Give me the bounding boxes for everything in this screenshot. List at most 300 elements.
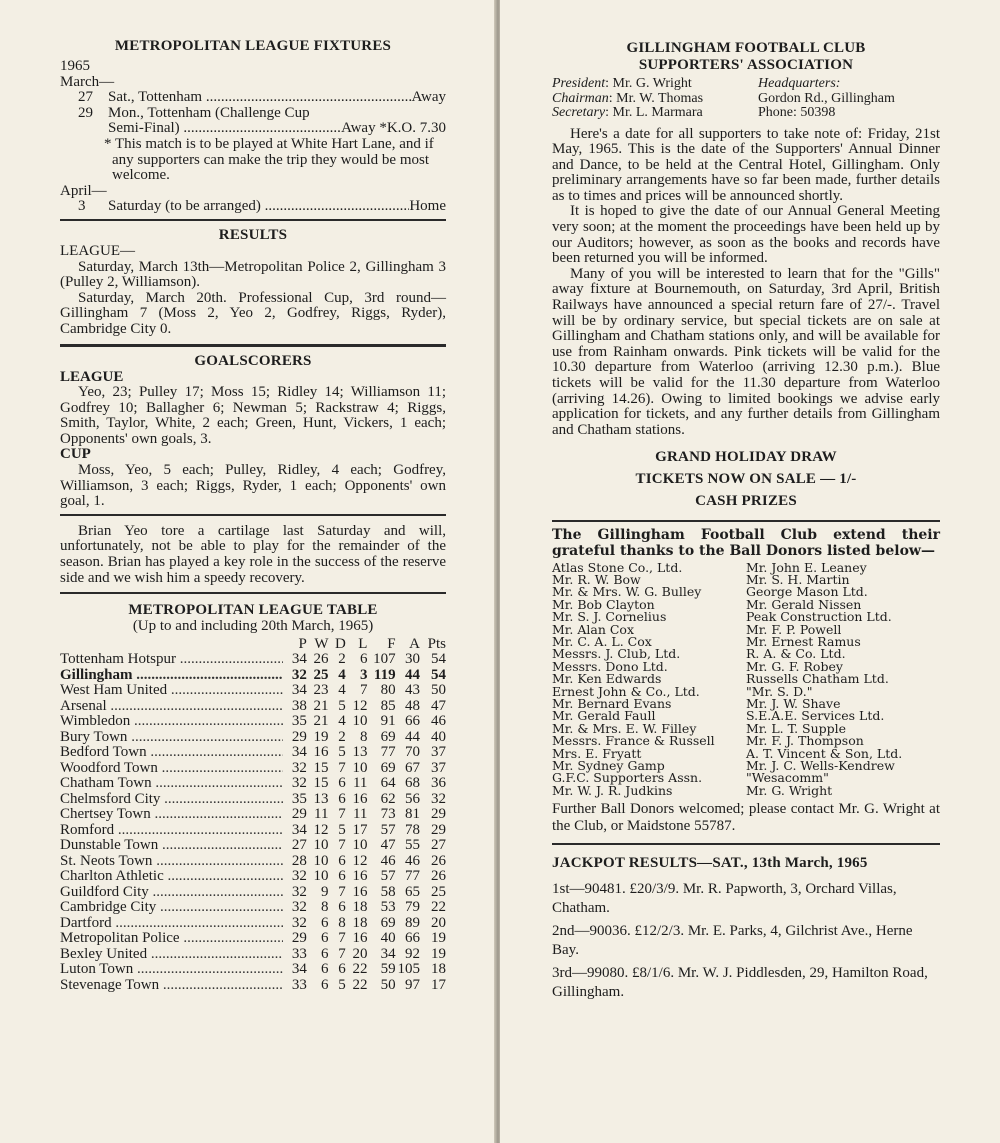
- leader-dots: [167, 683, 283, 698]
- stat-cell: 32: [291, 666, 307, 683]
- fixtures-year: 1965: [60, 58, 90, 74]
- team-name-text: Tottenham Hotspur: [60, 652, 177, 668]
- stat-cell: 64: [380, 775, 396, 792]
- stat-cell: 69: [380, 759, 396, 776]
- donor-item: Mr. John E. Leaney: [746, 559, 867, 575]
- stat-cell: 26: [431, 852, 446, 869]
- stat-cell: 12: [352, 697, 368, 714]
- fixture-venue: Away *K.O. 7.30: [341, 120, 446, 137]
- team-name: [60, 838, 283, 854]
- table-row: [60, 730, 446, 746]
- stat-cell: 119: [373, 666, 396, 683]
- travel-paragraph: Many of you will be interested to learn that for the "Gills" away fixture at Bournemouth, on Saturday, 3rd April, British Railways have announced a special return fare of 27/-. Travel will be by ordinary service, but special tickets are on sale at Gillingham and Chatham stations only, and will be available for use from Rainham onwards. Pink tickets will be valid for the 10.30 departure from Waterloo (arriving 12.30 p.m.). Blue tickets will be valid for the 11.30 departure from Waterloo (arriving 14.26). Owing to limited bookings we advise early application for tickets, and any further details from Gillingham and Chatham stations.: [552, 265, 940, 438]
- divider: [60, 514, 446, 516]
- stat-cell: 56: [404, 790, 420, 807]
- team-name-text: Dunstable Town: [60, 838, 159, 854]
- donor-item: "Wesacomm": [746, 770, 829, 786]
- jackpot-title: JACKPOT RESULTS—SAT., 13th March, 1965: [552, 855, 868, 872]
- team-name-text: Stevenage Town: [60, 977, 160, 993]
- jackpot-1: 1st—90481. £20/3/9. Mr. R. Papworth, 3, Orchard Villas, Chatham.: [552, 881, 897, 917]
- team-name-text: Metropolitan Police: [60, 931, 180, 947]
- table-row: [60, 683, 446, 699]
- goalscorers-title: GOALSCORERS: [194, 352, 312, 369]
- table-row: [60, 900, 446, 916]
- hq-address: Gordon Rd., Gillingham: [758, 90, 895, 106]
- stat-cell: 32: [291, 775, 307, 792]
- table-row: [60, 761, 446, 777]
- donor-item: Mr. Gerald Nissen: [746, 596, 862, 612]
- donors-intro: The Gillingham Football Club extend their grateful thanks to the Ball Donors listed below—: [552, 527, 940, 559]
- leader-dots: [151, 807, 283, 822]
- stat-cell: 4: [338, 666, 346, 683]
- stat-cell: 7: [338, 837, 346, 854]
- stat-cell: 15: [313, 775, 329, 792]
- stat-cell: 21: [313, 713, 329, 730]
- stat-cell: 16: [352, 790, 368, 807]
- leader-dots: [158, 761, 283, 776]
- donor-item: Mr. Ernest Ramus: [746, 634, 861, 649]
- stat-cell: 17: [431, 976, 446, 993]
- stat-cell: 70: [404, 744, 420, 761]
- draw-prizes: CASH PRIZES: [695, 493, 797, 510]
- stat-cell: 6: [338, 790, 346, 807]
- team-name-text: Chelmsford City: [60, 791, 161, 807]
- donors-list: [552, 559, 940, 798]
- fixture-text: Saturday (to be arranged): [108, 199, 261, 215]
- stat-cell: 10: [352, 713, 368, 730]
- president-label: President: [552, 76, 606, 91]
- donor-item: Mr. Ken Edwards: [552, 671, 662, 687]
- leader-dots: [147, 745, 283, 760]
- draw-tickets: TICKETS NOW ON SALE — 1/-: [635, 471, 857, 488]
- association-title: SUPPORTERS' ASSOCIATION: [638, 57, 854, 73]
- stat-cell: 53: [380, 899, 396, 916]
- stat-cell: 66: [404, 930, 420, 947]
- divider: [552, 520, 940, 522]
- table-row: [60, 916, 446, 932]
- stat-cell: 7: [338, 883, 346, 900]
- donor-item: Mr. S. H. Martin: [746, 571, 850, 587]
- stat-cell: 57: [380, 868, 396, 885]
- donor-item: Mr. F. J. Thompson: [746, 733, 864, 749]
- results-title: RESULTS: [218, 226, 288, 243]
- stat-cell: 29: [291, 930, 307, 947]
- fixture-row-2: [60, 106, 446, 122]
- hq-colon: :: [835, 76, 841, 91]
- stat-cell: 11: [352, 806, 368, 823]
- fixture-row-1: [60, 90, 446, 106]
- team-name: [60, 807, 283, 823]
- stat-cell: 16: [352, 868, 368, 885]
- team-name: [60, 823, 283, 839]
- table-row: [60, 885, 446, 901]
- donor-item: Mr. L. T. Supple: [746, 720, 847, 736]
- stat-cell: 34: [291, 821, 307, 838]
- donor-item: R. A. & Co. Ltd.: [746, 646, 846, 662]
- stat-cell: 13: [313, 790, 329, 807]
- stat-cell: 6: [320, 914, 329, 931]
- stat-cell: 44: [404, 666, 420, 683]
- team-name: [60, 854, 283, 870]
- stat-cell: 78: [404, 821, 420, 838]
- donor-item: Messrs. J. Club, Ltd.: [552, 646, 681, 662]
- stat-cell: 77: [404, 868, 420, 885]
- leader-dots: [152, 854, 283, 869]
- team-name: [60, 652, 283, 668]
- donor-item: Mr. W. J. R. Judkins: [552, 782, 673, 798]
- fixture-venue: Away: [411, 89, 446, 106]
- team-name-text: Wimbledon: [60, 714, 131, 730]
- team-name-text: Chertsey Town: [60, 807, 151, 823]
- team-name-text: Bedford Town: [60, 745, 147, 761]
- divider: [60, 219, 446, 221]
- donor-item: Atlas Stone Co., Ltd.: [552, 559, 683, 575]
- stat-cell: 37: [431, 744, 446, 761]
- stat-cell: 6: [320, 961, 329, 978]
- stat-cell: 46: [431, 713, 446, 730]
- team-name: [60, 931, 283, 947]
- fixture-text: Mon., Tottenham (Challenge Cup: [108, 105, 310, 121]
- stat-cell: 32: [291, 914, 307, 931]
- stat-cell: 29: [291, 806, 307, 823]
- stat-cell: 81: [404, 806, 420, 823]
- stat-cell: 50: [380, 976, 396, 993]
- table-title: METROPOLITAN LEAGUE TABLE: [128, 602, 378, 619]
- table-row: [60, 652, 446, 668]
- stat-cell: 67: [404, 759, 420, 776]
- team-name-text: Romford: [60, 822, 115, 838]
- secretary-label: Secretary: [552, 105, 606, 120]
- stat-cell: 54: [431, 651, 446, 668]
- stat-cell: 7: [338, 806, 346, 823]
- stat-cell: 26: [431, 868, 446, 885]
- stat-cell: 54: [431, 666, 446, 683]
- team-name: [60, 792, 283, 808]
- stat-cell: 105: [397, 961, 420, 978]
- team-name: [60, 962, 283, 978]
- table-row: [60, 854, 446, 870]
- fixture-date: 27: [78, 89, 93, 106]
- stat-cell: 2: [338, 728, 346, 745]
- league-table-body: [60, 652, 446, 993]
- fixture-text: Sat., Tottenham: [108, 90, 203, 106]
- hq-phone: Phone: 50398: [758, 105, 836, 120]
- stat-cell: 50: [431, 682, 446, 699]
- donor-item: A. T. Vincent & Son, Ltd.: [746, 745, 903, 761]
- yeo-note: Brian Yeo tore a cartilage last Saturday and will, unfortunately, not be able to play for the remainder of the season. Brian has played a key role in the success of the reserve side and we wish him a speedy recovery.: [60, 522, 446, 586]
- stat-cell: 34: [291, 651, 307, 668]
- leader-dots: [130, 714, 283, 729]
- stat-cell: 32: [291, 759, 307, 776]
- stat-cell: 68: [404, 775, 420, 792]
- stat-cell: 10: [313, 868, 329, 885]
- chairman-name: : Mr. W. Thomas: [608, 90, 704, 106]
- col-header: F: [387, 635, 396, 652]
- team-name: [60, 916, 283, 932]
- stat-cell: 7: [338, 945, 346, 962]
- leader-dots: [133, 668, 284, 683]
- table-row: [60, 962, 446, 978]
- stat-cell: 59: [380, 961, 396, 978]
- stat-cell: 29: [431, 806, 446, 823]
- stat-cell: 10: [313, 837, 329, 854]
- stat-cell: 27: [431, 837, 446, 854]
- stat-cell: 22: [352, 976, 368, 993]
- stat-cell: 29: [431, 821, 446, 838]
- stat-cell: 35: [291, 790, 307, 807]
- donor-item: Russells Chatham Ltd.: [746, 671, 889, 687]
- donor-item: Mr. G. F. Robey: [746, 658, 843, 674]
- stat-cell: 12: [313, 821, 329, 838]
- donors-column-left: [552, 559, 746, 798]
- leader-dots: [180, 931, 283, 946]
- col-header: D: [334, 635, 346, 652]
- stat-cell: 40: [431, 728, 446, 745]
- stat-cell: 6: [320, 976, 329, 993]
- jackpot-2: 2nd—90036. £12/2/3. Mr. E. Parks, 4, Gilchrist Ave., Herne Bay.: [552, 923, 913, 959]
- stat-cell: 2: [338, 651, 346, 668]
- stat-cell: 33: [291, 945, 307, 962]
- stat-cell: 4: [338, 713, 346, 730]
- stat-cell: 5: [338, 697, 346, 714]
- team-name: [60, 730, 283, 746]
- donor-item: S.E.A.E. Services Ltd.: [746, 708, 885, 724]
- table-subtitle: (Up to and including 20th March, 1965): [132, 618, 374, 635]
- team-name-text: Chatham Town: [60, 776, 152, 792]
- stat-cell: 62: [380, 790, 396, 807]
- team-name-text: Gillingham: [60, 667, 133, 683]
- stat-cell: 69: [380, 728, 396, 745]
- stat-cell: 10: [352, 759, 368, 776]
- stat-cell: 6: [338, 961, 346, 978]
- stat-cell: 8: [338, 914, 346, 931]
- donor-item: Mr. J. W. Shave: [746, 696, 841, 712]
- team-name: [60, 761, 283, 777]
- stat-cell: 5: [338, 976, 346, 993]
- stat-cell: 25: [313, 666, 329, 683]
- table-row: [60, 699, 446, 715]
- stat-cell: 6: [320, 930, 329, 947]
- stat-cell: 69: [380, 914, 396, 931]
- donor-item: Mr. Alan Cox: [552, 621, 634, 637]
- team-name: [60, 745, 283, 761]
- stat-cell: 38: [291, 697, 307, 714]
- donor-item: Mr. R. W. Bow: [552, 571, 641, 587]
- stat-cell: 32: [291, 868, 307, 885]
- table-row: [60, 838, 446, 854]
- stat-cell: 40: [380, 930, 396, 947]
- stat-cell: 79: [404, 899, 420, 916]
- stat-cell: 17: [352, 821, 368, 838]
- team-name: [60, 978, 283, 994]
- stat-cell: 9: [320, 883, 329, 900]
- dinner-paragraph: Here's a date for all supporters to take note of: Friday, 21st May, 1965. This is the date of the Supporters' Annual Dinner and Dance, to be held at the Central Hotel, Gillingham. Only preliminary arrangements have so far been made, further details as to times and prices will be announced shortly.: [552, 125, 940, 204]
- donor-item: Mr. C. A. L. Cox: [552, 634, 652, 649]
- stat-cell: 6: [320, 945, 329, 962]
- stat-cell: 55: [404, 837, 420, 854]
- team-name-text: Guildford City: [60, 884, 149, 900]
- leader-dots: [152, 776, 283, 791]
- donor-item: Mr. Gerald Faull: [552, 708, 656, 724]
- chairman-label: Chairman: [552, 90, 609, 106]
- table-row: [60, 823, 446, 839]
- stat-cell: 6: [338, 775, 346, 792]
- stat-cell: 15: [313, 759, 329, 776]
- stat-cell: 16: [352, 930, 368, 947]
- team-name-text: Arsenal: [60, 698, 107, 714]
- team-name: [60, 668, 283, 684]
- stat-cell: 23: [313, 682, 329, 699]
- stat-cell: 5: [338, 821, 346, 838]
- team-name: [60, 699, 283, 715]
- stat-cell: 32: [291, 899, 307, 916]
- stat-cell: 37: [431, 759, 446, 776]
- stat-cell: 32: [291, 883, 307, 900]
- stat-cell: 13: [352, 744, 368, 761]
- stat-cell: 8: [359, 728, 368, 745]
- stat-cell: 80: [380, 682, 396, 699]
- stat-cell: 8: [320, 899, 329, 916]
- fixture-date: 29: [78, 104, 93, 121]
- stat-cell: 6: [359, 651, 368, 668]
- president-name: : Mr. G. Wright: [605, 76, 692, 91]
- stat-cell: 25: [431, 883, 446, 900]
- stat-cell: 27: [291, 837, 307, 854]
- team-name: [60, 900, 283, 916]
- table-row: [60, 668, 446, 684]
- stat-cell: 5: [338, 744, 346, 761]
- stat-cell: 47: [431, 697, 446, 714]
- stat-cell: 18: [431, 961, 446, 978]
- gs-cup-text: Moss, Yeo, 5 each; Pulley, Ridley, 4 each; Godfrey, Williamson, 3 each; Riggs, Ryder, 1 each; Opponents' own goal, 1.: [60, 462, 446, 510]
- donor-item: Messrs. France & Russell: [552, 733, 715, 749]
- donor-item: Mr. F. P. Powell: [746, 621, 842, 637]
- league-table: [60, 637, 446, 994]
- right-page: [500, 0, 1000, 1143]
- team-name: [60, 947, 283, 963]
- gs-league-label: LEAGUE: [60, 368, 124, 385]
- leader-dots: [149, 885, 283, 900]
- team-name: [60, 714, 283, 730]
- donors-column-right: [746, 559, 940, 798]
- fixture-row-3: [60, 199, 446, 215]
- stat-cell: 10: [352, 837, 368, 854]
- stat-cell: 34: [380, 945, 396, 962]
- agm-paragraph: It is hoped to give the date of our Annual General Meeting very soon; at the moment the proceedings have been held up by our Auditors; however, as soon as the books and records have been returned you will be informed.: [552, 203, 940, 267]
- leader-dots: [114, 823, 283, 838]
- stat-cell: 32: [431, 790, 446, 807]
- fixture-row-2-cont: [60, 121, 446, 137]
- officers-block: [552, 77, 940, 121]
- team-name-text: West Ham United: [60, 683, 168, 699]
- stat-cell: 6: [338, 852, 346, 869]
- stat-cell: 11: [352, 775, 368, 792]
- stat-cell: 66: [404, 713, 420, 730]
- stat-cell: 19: [431, 945, 446, 962]
- donor-item: Mr. G. Wright: [746, 782, 833, 798]
- stat-cell: 47: [380, 837, 396, 854]
- donor-item: Peak Construction Ltd.: [746, 609, 892, 625]
- team-name-text: St. Neots Town: [60, 853, 153, 869]
- col-header: Pts: [427, 635, 446, 652]
- donor-item: Mr. S. J. Cornelius: [552, 609, 667, 625]
- table-row: [60, 714, 446, 730]
- secretary-name: : Mr. L. Marmara: [605, 105, 703, 120]
- stat-cell: 26: [313, 651, 329, 668]
- stat-cell: 6: [338, 899, 346, 916]
- donors-footer: Further Ball Donors welcomed; please contact Mr. G. Wright at the Club, or Maidstone 55787.: [552, 801, 940, 835]
- stat-cell: 4: [338, 682, 346, 699]
- stat-cell: 92: [404, 945, 420, 962]
- stat-cell: 91: [380, 713, 396, 730]
- fixture-date: 3: [78, 198, 86, 215]
- table-row: [60, 947, 446, 963]
- stat-cell: 18: [352, 914, 368, 931]
- stat-cell: 33: [291, 976, 307, 993]
- fixture-text-cont: Semi-Final): [108, 121, 180, 137]
- gs-cup-label: CUP: [60, 446, 91, 463]
- stat-cell: 89: [404, 914, 420, 931]
- stat-cell: 46: [380, 852, 396, 869]
- stat-cell: 77: [380, 744, 396, 761]
- team-name-text: Charlton Athletic: [60, 869, 164, 885]
- stat-cell: 12: [352, 852, 368, 869]
- leader-dots: [159, 978, 283, 993]
- stat-cell: 85: [380, 697, 396, 714]
- hq-label: Headquarters: [758, 76, 836, 91]
- stat-cell: 34: [291, 682, 307, 699]
- stat-cell: 44: [404, 728, 420, 745]
- stat-cell: 34: [291, 961, 307, 978]
- table-row: [60, 807, 446, 823]
- donor-item: Mr. Bob Clayton: [552, 596, 655, 612]
- team-name-text: Dartford: [60, 915, 112, 931]
- team-name: [60, 885, 283, 901]
- stat-cell: 22: [431, 899, 446, 916]
- result-2: Saturday, March 20th. Professional Cup, 3rd round—Gillingham 7 (Moss 2, Yeo 2, Godfrey, Riggs, Ryder), Cambridge City 0.: [60, 289, 446, 337]
- stat-cell: 3: [359, 666, 368, 683]
- leader-dots: [107, 699, 283, 714]
- stat-cell: 73: [380, 806, 396, 823]
- leader-dots: [160, 792, 283, 807]
- leader-dots: [112, 916, 283, 931]
- stat-cell: 7: [359, 682, 368, 699]
- leader-dots: [164, 869, 283, 884]
- stat-cell: 19: [431, 930, 446, 947]
- donor-item: Mr. Sydney Gamp: [552, 758, 665, 774]
- donor-item: Messrs. Dono Ltd.: [552, 658, 668, 674]
- team-name-text: Bexley United: [60, 946, 148, 962]
- stat-cell: 21: [313, 697, 329, 714]
- table-row: [60, 776, 446, 792]
- team-name: [60, 776, 283, 792]
- result-1: Saturday, March 13th—Metropolitan Police 2, Gillingham 3 (Pulley 2, Williamson).: [60, 258, 446, 291]
- stat-cell: 20: [431, 914, 446, 931]
- stat-cell: 58: [380, 883, 396, 900]
- stat-cell: 7: [338, 759, 346, 776]
- col-header: L: [358, 635, 368, 652]
- table-header-row: [60, 637, 446, 653]
- stat-cell: 18: [352, 899, 368, 916]
- stat-cell: 6: [338, 868, 346, 885]
- divider: [60, 592, 446, 594]
- donor-item: Mr. & Mrs. W. G. Bulley: [552, 584, 702, 600]
- stat-cell: 97: [404, 976, 420, 993]
- team-name-text: Cambridge City: [60, 900, 157, 916]
- draw-title: GRAND HOLIDAY DRAW: [655, 449, 837, 466]
- stat-cell: 16: [352, 883, 368, 900]
- stat-cell: 35: [291, 713, 307, 730]
